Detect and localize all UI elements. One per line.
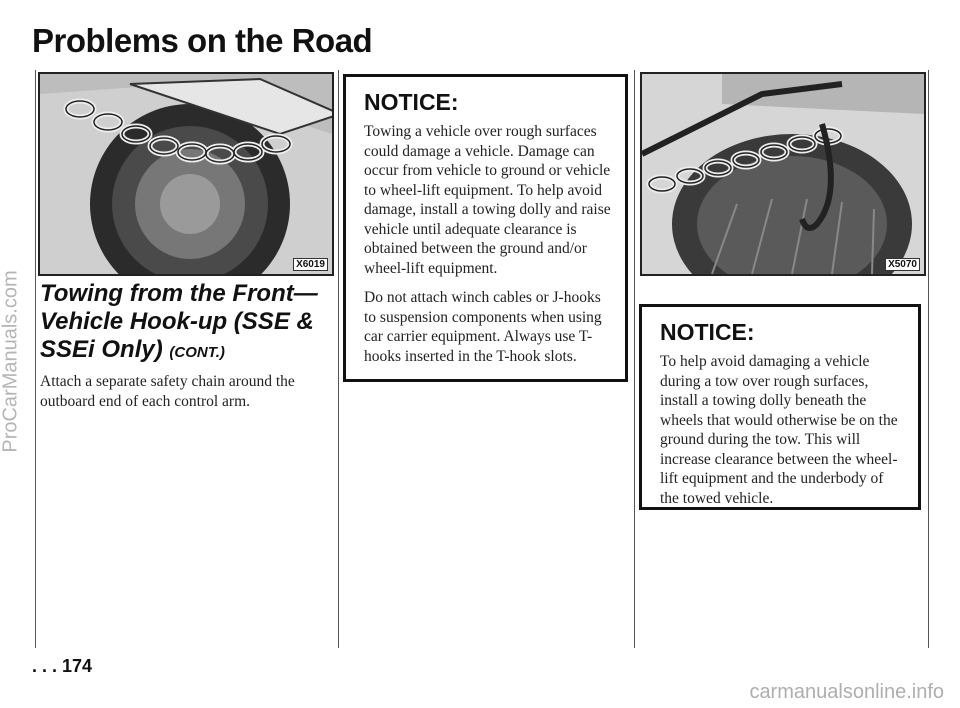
figure-code: X6019 [293, 258, 328, 271]
notice-heading: NOTICE: [660, 319, 755, 345]
figure-tire-chain [640, 72, 926, 276]
section-heading [40, 280, 340, 367]
section-heading-cont: (CONT.) [169, 344, 225, 361]
notice-heading: NOTICE: [364, 89, 459, 115]
figure-tow-chain [38, 72, 334, 276]
page-title: Problems on the Road [32, 22, 373, 59]
notice-box-right [639, 304, 921, 510]
notice-paragraph-2: Do not attach winch cables or J-hooks to suspension components when using car carrier equipment. Always use T-hooks inserted in the T-hook slots. [364, 289, 602, 365]
figure-code: X5070 [885, 258, 920, 271]
tow-chain-illustration-icon [40, 74, 332, 274]
column-rule-right [634, 70, 635, 648]
section-body: Attach a separate safety chain around the outboard end of each control arm. [40, 373, 295, 410]
section-heading-text: Towing from the Front—Vehicle Hook-up (SSE & SSEi Only) [40, 280, 318, 363]
column-rule-left [35, 70, 36, 648]
notice-paragraph-1: Towing a vehicle over rough surfaces could damage a vehicle. Damage can occur from vehicle to ground or vehicle to wheel-lift equipment. To help avoid damage, install a towing dolly and raise vehicle until adequate clearance is obtained between the ground and/or wheel-lift equipment. [364, 123, 611, 277]
tire-chain-hook-illustration-icon [642, 74, 924, 274]
page-number: . . . 174 [32, 656, 93, 676]
notice-box-middle [343, 74, 628, 382]
notice-paragraph-1: To help avoid damaging a vehicle during a tow over rough surfaces, install a towing dolly beneath the wheels that would otherwise be on the ground during the tow. This will increase clearance between the wheel-lift equipment and the underbody of the towed vehicle. [660, 353, 898, 507]
watermark-bottom: carmanualsonline.info [749, 681, 944, 703]
watermark-side: ProCarManuals.com [0, 270, 22, 453]
column-rule-far-right [928, 70, 929, 648]
